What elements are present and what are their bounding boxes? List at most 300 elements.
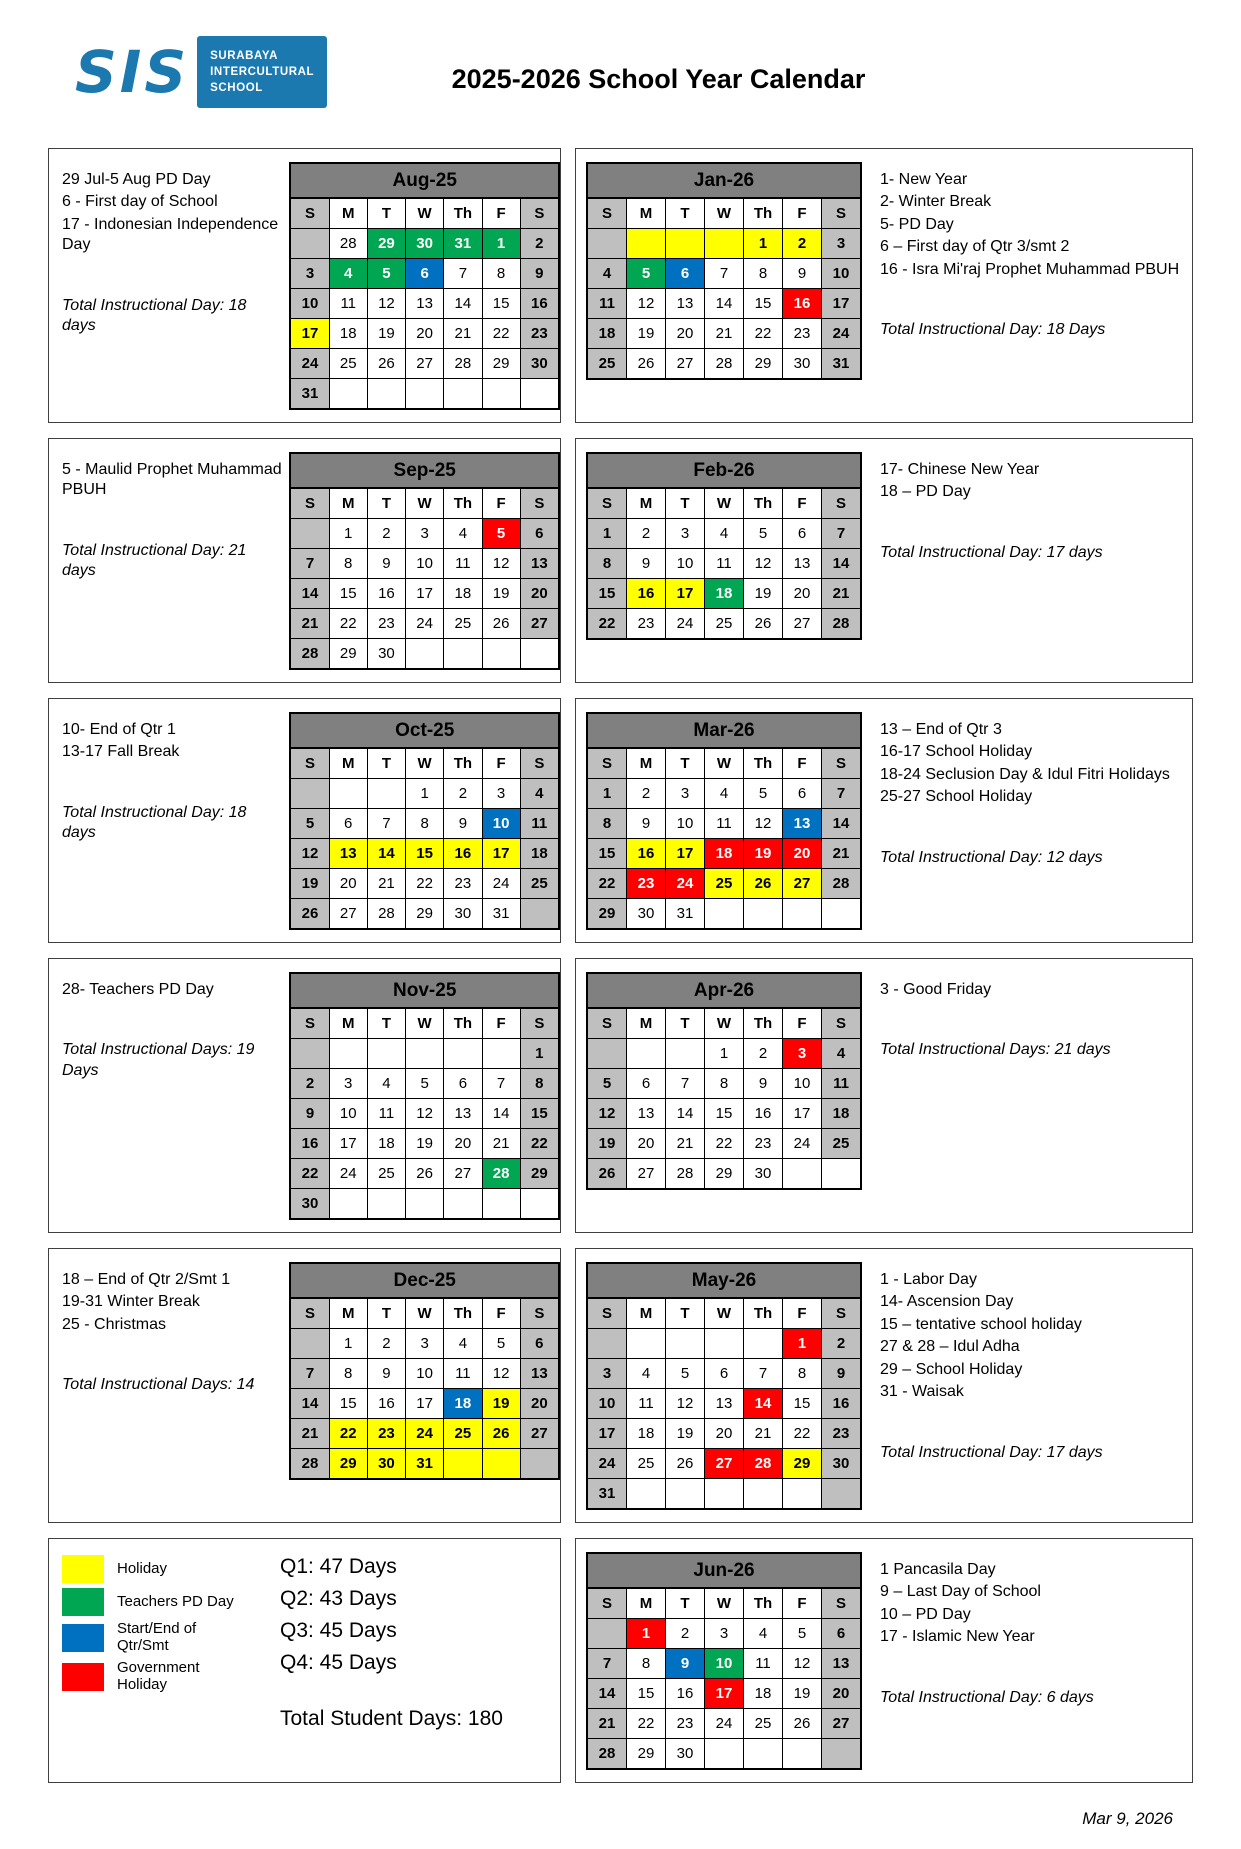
day-cell: 27 — [444, 1159, 482, 1189]
day-cell: 31 — [444, 229, 482, 259]
day-cell: 9 — [783, 259, 822, 289]
day-cell: 23 — [744, 1129, 783, 1159]
day-cell — [587, 229, 627, 259]
total-instructional-note: Total Instructional Day: 18 Days — [880, 321, 1106, 339]
day-cell — [822, 1159, 862, 1190]
day-cell: 21 — [822, 579, 862, 609]
day-of-week-header: Th — [444, 198, 482, 229]
day-cell: 6 — [666, 259, 705, 289]
day-cell: 16 — [744, 1099, 783, 1129]
day-cell: 28 — [822, 609, 862, 640]
day-cell: 17 — [329, 1129, 367, 1159]
day-cell: 8 — [627, 1649, 666, 1679]
day-cell: 21 — [666, 1129, 705, 1159]
day-cell — [822, 1739, 862, 1770]
day-cell: 15 — [783, 1389, 822, 1419]
day-cell — [666, 1329, 705, 1359]
note-line: 27 & 28 – Idul Adha — [880, 1338, 1020, 1356]
day-cell: 29 — [406, 899, 444, 930]
day-cell: 10 — [290, 289, 329, 319]
day-cell: 18 — [705, 839, 744, 869]
day-of-week-header: Th — [444, 488, 482, 519]
day-cell: 6 — [783, 519, 822, 549]
day-of-week-header: M — [329, 198, 367, 229]
day-cell: 26 — [290, 899, 329, 930]
day-of-week-header: W — [406, 1298, 444, 1329]
day-cell: 22 — [705, 1129, 744, 1159]
day-cell: 29 — [482, 349, 520, 379]
day-cell: 21 — [744, 1419, 783, 1449]
day-cell: 14 — [705, 289, 744, 319]
legend-label: Start/End of Qtr/Smt — [117, 1620, 197, 1654]
legend-label: Holiday — [117, 1559, 168, 1577]
day-cell: 5 — [406, 1069, 444, 1099]
month-calendar-May-26 — [586, 1262, 862, 1510]
day-cell: 4 — [705, 519, 744, 549]
day-cell: 20 — [783, 579, 822, 609]
day-cell: 10 — [666, 549, 705, 579]
government_holiday-swatch — [62, 1663, 104, 1691]
day-cell: 20 — [666, 319, 705, 349]
day-cell: 24 — [666, 609, 705, 640]
day-cell: 18 — [444, 1389, 482, 1419]
day-cell: 16 — [627, 579, 666, 609]
day-cell — [587, 1039, 627, 1069]
day-cell: 12 — [290, 839, 329, 869]
note-line: 13 – End of Qtr 3 — [880, 721, 1002, 738]
month-calendar-Feb-26 — [586, 452, 862, 640]
day-of-week-header: S — [290, 198, 329, 229]
day-cell: 17 — [290, 319, 329, 349]
day-cell: 31 — [587, 1479, 627, 1510]
month-block-Oct-25 — [48, 698, 561, 943]
day-cell: 14 — [367, 839, 405, 869]
day-cell — [627, 1329, 666, 1359]
total-instructional-note: Total Instructional Days: 19 Days — [62, 1041, 255, 1079]
day-cell: 16 — [627, 839, 666, 869]
day-cell: 17 — [406, 579, 444, 609]
day-cell: 7 — [822, 779, 862, 809]
day-cell: 29 — [520, 1159, 559, 1189]
total-instructional-note: Total Instructional Days: 14 — [62, 1376, 255, 1394]
footer-date: Mar 9, 2026 — [1082, 1809, 1173, 1828]
day-cell: 17 — [666, 579, 705, 609]
note-line: 19-31 Winter Break — [62, 1293, 200, 1311]
month-notes — [880, 452, 1180, 670]
note-line: 15 – tentative school holiday — [880, 1315, 1082, 1333]
month-notes — [62, 162, 289, 410]
day-cell: 23 — [666, 1709, 705, 1739]
day-cell: 6 — [444, 1069, 482, 1099]
month-calendar-Oct-25 — [289, 712, 560, 930]
day-cell: 17 — [666, 839, 705, 869]
quarter-days: Q1: 47 Days — [280, 1555, 397, 1578]
day-cell — [367, 779, 405, 809]
day-cell: 15 — [329, 579, 367, 609]
sis-logo-mark: SIS — [75, 38, 190, 106]
day-cell: 26 — [783, 1709, 822, 1739]
month-calendar-Apr-26 — [586, 972, 862, 1190]
day-cell: 8 — [587, 809, 627, 839]
day-cell: 30 — [406, 229, 444, 259]
day-cell: 9 — [367, 549, 405, 579]
note-line: 18 – PD Day — [880, 483, 971, 501]
month-block-Apr-26 — [575, 958, 1193, 1233]
day-cell: 11 — [520, 809, 559, 839]
total-instructional-note: Total Instructional Days: 21 days — [880, 1041, 1111, 1059]
month-title: Jun-26 — [587, 1553, 861, 1588]
day-of-week-header: S — [822, 488, 862, 519]
day-of-week-header: M — [329, 1008, 367, 1039]
day-cell — [587, 1619, 627, 1649]
day-cell: 30 — [520, 349, 559, 379]
day-cell: 20 — [329, 869, 367, 899]
day-of-week-header: S — [520, 1008, 559, 1039]
day-cell: 29 — [367, 229, 405, 259]
day-cell: 7 — [705, 259, 744, 289]
month-notes — [62, 712, 289, 930]
day-cell: 31 — [822, 349, 862, 380]
day-cell: 7 — [587, 1649, 627, 1679]
day-of-week-header: S — [822, 748, 862, 779]
month-block-Aug-25 — [48, 148, 561, 423]
day-cell: 17 — [587, 1419, 627, 1449]
day-cell — [329, 379, 367, 410]
day-cell: 6 — [520, 519, 559, 549]
day-cell — [444, 639, 482, 670]
day-cell — [482, 1189, 520, 1220]
day-cell — [783, 1479, 822, 1510]
calendar-row — [48, 1248, 1193, 1523]
day-cell: 24 — [587, 1449, 627, 1479]
day-cell: 2 — [520, 229, 559, 259]
day-cell — [744, 1329, 783, 1359]
day-cell: 10 — [587, 1389, 627, 1419]
note-line: 25-27 School Holiday — [880, 788, 1033, 806]
day-cell — [482, 639, 520, 670]
calendar-row — [48, 148, 1193, 423]
day-cell: 26 — [744, 609, 783, 640]
month-notes — [880, 712, 1180, 930]
month-title: Nov-25 — [290, 973, 559, 1008]
day-cell: 30 — [822, 1449, 862, 1479]
day-of-week-header: Th — [744, 488, 783, 519]
day-of-week-header: Th — [744, 1588, 783, 1619]
day-cell: 2 — [627, 519, 666, 549]
page-header — [48, 34, 1193, 134]
day-cell: 25 — [587, 349, 627, 380]
month-title: May-26 — [587, 1263, 861, 1298]
school-logo — [75, 36, 327, 108]
day-cell — [482, 1039, 520, 1069]
day-cell: 14 — [482, 1099, 520, 1129]
day-cell: 20 — [406, 319, 444, 349]
month-block-Mar-26 — [575, 698, 1193, 943]
day-cell — [666, 1479, 705, 1510]
day-cell — [627, 229, 666, 259]
day-cell: 15 — [744, 289, 783, 319]
calendar-row — [48, 438, 1193, 683]
note-line: 29 – School Holiday — [880, 1360, 1023, 1378]
month-title: Feb-26 — [587, 453, 861, 488]
day-cell: 11 — [329, 289, 367, 319]
month-title: Oct-25 — [290, 713, 559, 748]
day-cell — [367, 1189, 405, 1220]
day-of-week-header: M — [627, 198, 666, 229]
day-cell: 16 — [444, 839, 482, 869]
day-cell: 21 — [290, 1419, 329, 1449]
day-of-week-header: M — [329, 748, 367, 779]
day-cell: 31 — [290, 379, 329, 410]
day-cell: 30 — [627, 899, 666, 930]
calendar-row — [48, 698, 1193, 943]
day-cell: 11 — [444, 1359, 482, 1389]
qtr_start_end-swatch — [62, 1624, 104, 1652]
day-of-week-header: F — [783, 1298, 822, 1329]
day-cell: 19 — [290, 869, 329, 899]
day-of-week-header: T — [367, 488, 405, 519]
day-cell: 18 — [587, 319, 627, 349]
day-of-week-header: S — [587, 1298, 627, 1329]
day-cell: 19 — [744, 579, 783, 609]
month-calendar-Dec-25 — [289, 1262, 560, 1480]
day-of-week-header: S — [290, 1008, 329, 1039]
day-cell: 27 — [520, 1419, 559, 1449]
day-cell: 11 — [822, 1069, 862, 1099]
day-cell: 8 — [482, 259, 520, 289]
day-cell: 17 — [705, 1679, 744, 1709]
day-cell: 9 — [627, 809, 666, 839]
day-cell: 3 — [705, 1619, 744, 1649]
day-cell: 12 — [744, 549, 783, 579]
note-line: 13-17 Fall Break — [62, 743, 180, 761]
day-cell: 28 — [822, 869, 862, 899]
day-cell: 1 — [705, 1039, 744, 1069]
month-calendar-Jun-26 — [586, 1552, 862, 1770]
day-cell: 3 — [406, 1329, 444, 1359]
day-of-week-header: W — [406, 748, 444, 779]
day-of-week-header: W — [705, 1008, 744, 1039]
day-cell — [329, 1189, 367, 1220]
day-cell — [705, 229, 744, 259]
day-cell: 21 — [587, 1709, 627, 1739]
day-of-week-header: T — [367, 1298, 405, 1329]
day-cell: 22 — [520, 1129, 559, 1159]
day-cell: 4 — [744, 1619, 783, 1649]
day-of-week-header: F — [482, 198, 520, 229]
teachers_pd-swatch — [62, 1588, 104, 1616]
day-cell: 14 — [290, 1389, 329, 1419]
day-cell: 12 — [744, 809, 783, 839]
day-cell: 29 — [705, 1159, 744, 1190]
day-cell: 2 — [290, 1069, 329, 1099]
day-cell: 13 — [520, 1359, 559, 1389]
day-cell — [705, 1739, 744, 1770]
day-cell: 22 — [482, 319, 520, 349]
note-line: 3 - Good Friday — [880, 981, 992, 998]
day-cell — [627, 1479, 666, 1510]
day-cell: 2 — [627, 779, 666, 809]
month-calendar-Mar-26 — [586, 712, 862, 930]
day-cell: 8 — [705, 1069, 744, 1099]
day-of-week-header: W — [705, 1588, 744, 1619]
day-cell: 19 — [406, 1129, 444, 1159]
day-cell: 23 — [627, 869, 666, 899]
day-cell: 23 — [367, 1419, 405, 1449]
day-cell: 27 — [520, 609, 559, 639]
day-cell: 3 — [666, 519, 705, 549]
day-cell: 19 — [587, 1129, 627, 1159]
legend-item — [62, 1588, 280, 1616]
day-cell — [290, 229, 329, 259]
day-cell: 14 — [744, 1389, 783, 1419]
month-notes — [62, 1262, 289, 1510]
day-cell: 5 — [744, 779, 783, 809]
day-cell — [783, 899, 822, 930]
day-cell: 24 — [783, 1129, 822, 1159]
day-of-week-header: T — [666, 1008, 705, 1039]
day-cell: 22 — [329, 1419, 367, 1449]
day-cell — [329, 1039, 367, 1069]
note-line: 16 - Isra Mi'raj Prophet Muhammad PBUH — [880, 260, 1180, 278]
day-of-week-header: W — [406, 1008, 444, 1039]
day-cell: 30 — [367, 1449, 405, 1480]
day-cell: 2 — [367, 519, 405, 549]
month-calendar-Sep-25 — [289, 452, 560, 670]
month-block-Dec-25 — [48, 1248, 561, 1523]
day-cell: 9 — [822, 1359, 862, 1389]
day-cell: 1 — [329, 519, 367, 549]
day-cell: 7 — [290, 549, 329, 579]
day-cell: 10 — [705, 1649, 744, 1679]
day-cell: 4 — [627, 1359, 666, 1389]
day-cell: 18 — [444, 579, 482, 609]
day-cell: 23 — [520, 319, 559, 349]
day-cell: 17 — [822, 289, 862, 319]
school-name-line: INTERCULTURAL — [210, 66, 315, 78]
day-cell: 7 — [744, 1359, 783, 1389]
note-line: 17 - Indonesian Independence Day — [62, 215, 279, 254]
legend-item — [62, 1555, 280, 1583]
day-cell: 13 — [520, 549, 559, 579]
day-cell: 10 — [406, 549, 444, 579]
day-of-week-header: F — [783, 748, 822, 779]
day-cell: 4 — [520, 779, 559, 809]
note-line: 1 Pancasila Day — [880, 1561, 996, 1578]
day-cell — [822, 1479, 862, 1510]
day-cell: 6 — [705, 1359, 744, 1389]
day-cell: 12 — [666, 1389, 705, 1419]
day-cell — [367, 379, 405, 410]
note-line: 31 - Waisak — [880, 1383, 964, 1401]
day-cell: 9 — [290, 1099, 329, 1129]
calendar-grid-area — [48, 148, 1193, 1783]
day-cell: 3 — [290, 259, 329, 289]
day-cell: 12 — [783, 1649, 822, 1679]
day-cell: 4 — [705, 779, 744, 809]
day-cell: 25 — [705, 869, 744, 899]
day-of-week-header: M — [627, 488, 666, 519]
note-line: 18 – End of Qtr 2/Smt 1 — [62, 1271, 231, 1288]
day-cell: 24 — [406, 609, 444, 639]
day-cell: 4 — [329, 259, 367, 289]
month-notes — [62, 972, 289, 1220]
day-cell: 30 — [367, 639, 405, 670]
day-cell: 26 — [367, 349, 405, 379]
day-of-week-header: Th — [444, 1008, 482, 1039]
total-instructional-note: Total Instructional Day: 17 days — [880, 543, 1103, 561]
day-cell — [290, 1329, 329, 1359]
day-of-week-header: Th — [744, 748, 783, 779]
day-cell — [520, 379, 559, 410]
day-cell — [520, 1189, 559, 1220]
day-cell: 19 — [744, 839, 783, 869]
day-of-week-header: S — [587, 198, 627, 229]
day-cell: 15 — [520, 1099, 559, 1129]
day-cell: 9 — [367, 1359, 405, 1389]
day-cell: 24 — [329, 1159, 367, 1189]
day-of-week-header: S — [520, 198, 559, 229]
day-cell: 8 — [783, 1359, 822, 1389]
day-cell: 6 — [627, 1069, 666, 1099]
day-cell: 26 — [744, 869, 783, 899]
day-of-week-header: F — [783, 1008, 822, 1039]
day-cell: 6 — [329, 809, 367, 839]
day-cell: 14 — [290, 579, 329, 609]
day-cell — [406, 1189, 444, 1220]
month-notes — [880, 972, 1180, 1220]
month-block-May-26 — [575, 1248, 1193, 1523]
day-cell: 4 — [444, 519, 482, 549]
note-line: 1- New Year — [880, 171, 968, 188]
day-cell: 5 — [666, 1359, 705, 1389]
day-cell: 14 — [587, 1679, 627, 1709]
day-cell: 30 — [444, 899, 482, 930]
day-cell: 28 — [705, 349, 744, 380]
legend-items — [62, 1553, 280, 1770]
day-of-week-header: S — [587, 488, 627, 519]
day-cell: 5 — [744, 519, 783, 549]
day-cell: 22 — [783, 1419, 822, 1449]
day-cell — [290, 1039, 329, 1069]
day-cell: 26 — [482, 1419, 520, 1449]
day-cell: 24 — [482, 869, 520, 899]
day-of-week-header: M — [329, 488, 367, 519]
calendar-row — [48, 1538, 1193, 1783]
day-of-week-header: T — [666, 1588, 705, 1619]
day-cell — [666, 229, 705, 259]
day-cell: 15 — [406, 839, 444, 869]
day-cell — [520, 1449, 559, 1480]
day-cell: 9 — [744, 1069, 783, 1099]
day-cell: 27 — [783, 609, 822, 640]
note-line: 2- Winter Break — [880, 193, 992, 211]
note-line: 14- Ascension Day — [880, 1293, 1014, 1311]
day-cell: 26 — [587, 1159, 627, 1190]
day-cell: 1 — [587, 519, 627, 549]
day-cell: 16 — [290, 1129, 329, 1159]
note-line: 6 – First day of Qtr 3/smt 2 — [880, 238, 1070, 256]
day-cell: 10 — [482, 809, 520, 839]
day-cell: 23 — [444, 869, 482, 899]
day-cell: 3 — [587, 1359, 627, 1389]
note-line: 28- Teachers PD Day — [62, 981, 214, 998]
day-cell: 13 — [705, 1389, 744, 1419]
day-cell — [705, 1329, 744, 1359]
day-cell: 2 — [367, 1329, 405, 1359]
day-cell — [444, 1039, 482, 1069]
day-cell: 22 — [290, 1159, 329, 1189]
